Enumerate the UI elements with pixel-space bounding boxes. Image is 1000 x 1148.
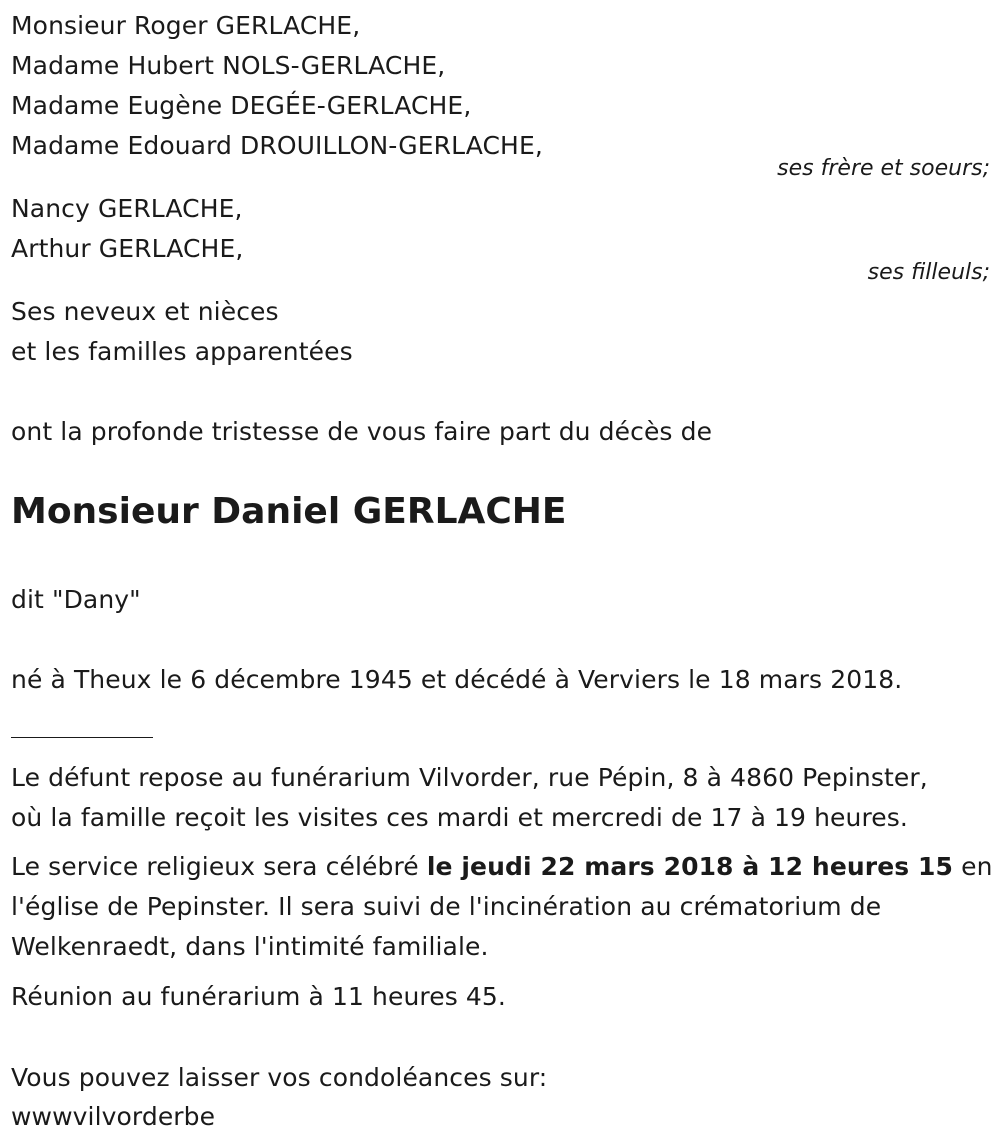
condolences-label: Vous pouvez laisser vos condoléances sur: (11, 1063, 548, 1092)
meeting-info: Réunion au funérarium à 11 heures 45. (11, 982, 506, 1011)
service-line: Welkenraedt, dans l'intimité familiale. (11, 932, 489, 961)
sibling-line: Madame Eugène DEGÉE-GERLACHE, (11, 91, 472, 120)
sibling-line: Monsieur Roger GERLACHE, (11, 11, 361, 40)
godchild-line: Arthur GERLACHE, (11, 234, 244, 263)
condolences-link[interactable]: wwwvilvorderbe (11, 1102, 216, 1131)
service-line (11, 851, 993, 883)
sibling-line: Madame Hubert NOLS-GERLACHE, (11, 51, 446, 80)
service-date: le jeudi 22 mars 2018 à 12 heures 15 (426, 852, 954, 881)
siblings-label: ses frère et soeurs; (777, 156, 990, 181)
godchild-line: Nancy GERLACHE, (11, 194, 243, 223)
relatives-line: et les familles apparentées (11, 337, 353, 366)
service-prefix: Le service religieux sera célébré (11, 852, 427, 881)
godchildren-label: ses filleuls; (867, 260, 990, 285)
nickname: dit "Dany" (11, 585, 141, 614)
service-line: l'église de Pepinster. Il sera suivi de l'incinération au crématorium de (11, 892, 882, 921)
relatives-line: Ses neveux et nièces (11, 297, 279, 326)
separator-rule (11, 737, 153, 738)
announcement-text: ont la profonde tristesse de vous faire part du décès de (11, 417, 713, 446)
deceased-name: Monsieur Daniel GERLACHE (11, 491, 567, 532)
funeral-home-line: où la famille reçoit les visites ces mardi et mercredi de 17 à 19 heures. (11, 803, 908, 832)
sibling-line: Madame Edouard DROUILLON-GERLACHE, (11, 131, 543, 160)
funeral-home-line: Le défunt repose au funérarium Vilvorder, rue Pépin, 8 à 4860 Pepinster, (11, 763, 928, 792)
service-suffix: en (953, 852, 993, 881)
birth-death-dates: né à Theux le 6 décembre 1945 et décédé à Verviers le 18 mars 2018. (11, 665, 903, 694)
